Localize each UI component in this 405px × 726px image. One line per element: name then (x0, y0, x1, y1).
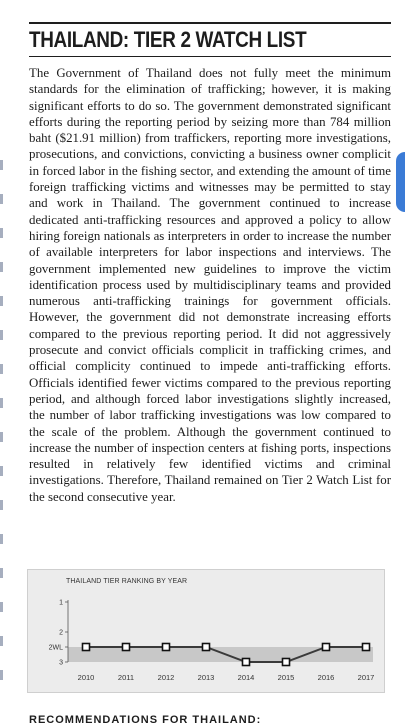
chart-plot (28, 570, 384, 692)
data-point-marker (363, 644, 370, 651)
x-tick-label: 2014 (237, 673, 255, 682)
data-point-marker (243, 659, 250, 666)
data-point-marker (283, 659, 290, 666)
top-rule (29, 22, 391, 24)
x-tick-label: 2013 (197, 673, 215, 682)
data-point-marker (323, 644, 330, 651)
x-tick-label: 2016 (317, 673, 335, 682)
page-title: THAILAND: TIER 2 WATCH LIST (29, 27, 307, 52)
left-edge-marks (0, 160, 3, 700)
data-point-marker (123, 644, 130, 651)
y-tick-label: 2 (59, 629, 63, 637)
x-tick-label: 2011 (117, 673, 135, 682)
scroll-handle[interactable] (396, 152, 405, 212)
chart-title: THAILAND TIER RANKING BY YEAR (66, 578, 188, 585)
y-tick-label: 2WL (48, 644, 63, 652)
y-tick-label: 3 (59, 659, 63, 667)
x-tick-label: 2017 (357, 673, 375, 682)
data-point-marker (163, 644, 170, 651)
y-tick-label: 1 (59, 599, 63, 607)
tier-ranking-chart (27, 569, 385, 693)
x-tick-label: 2015 (277, 673, 295, 682)
next-section-heading: RECOMMENDATIONS FOR THAILAND: (29, 714, 262, 726)
title-rule (29, 56, 391, 57)
body-paragraph: The Government of Thailand does not fully meet the minimum standards for the elimination of trafficking; however, it is making significant efforts to do so. The government demonstrated significant efforts during the reporting period by seizing more than 784 million baht ($21.91 million) from traffickers, reporting more investigations, prosecutions, and convictions, convicting a business owner complicit in forced labor in the fishing sector, and extending the amount of time foreign trafficking victims and witnesses may be permitted to stay and work in Thailand. The government continued to increase dedicated anti-trafficking resources and approved a policy to allow hiring foreign nationals as interpreters in order to increase the number of available interpreters for labor inspections and interviews. The government implemented new guidelines to improve the victim identification process used by multidisciplinary teams and provided numerous anti-trafficking trainings for government officials. However, the government did not demonstrate increasing efforts compared to the previous reporting period. It did not aggressively prosecute and convict officials complicit in trafficking crimes, and official complicity continued to impede anti-trafficking efforts. Officials identified fewer victims compared to the previous reporting period, and although forced labor investigations slightly increased, the number of labor trafficking investigations was low compared to the scale of the problem. Although the government continued to increase the number of inspection centers at fishing ports, inspections resulted in relatively few identified victims and criminal investigations. Therefore, Thailand remained on Tier 2 Watch List for the second consecutive year. (29, 66, 391, 504)
data-point-marker (83, 644, 90, 651)
x-tick-label: 2012 (157, 673, 175, 682)
data-point-marker (203, 644, 210, 651)
x-tick-label: 2010 (77, 673, 95, 682)
